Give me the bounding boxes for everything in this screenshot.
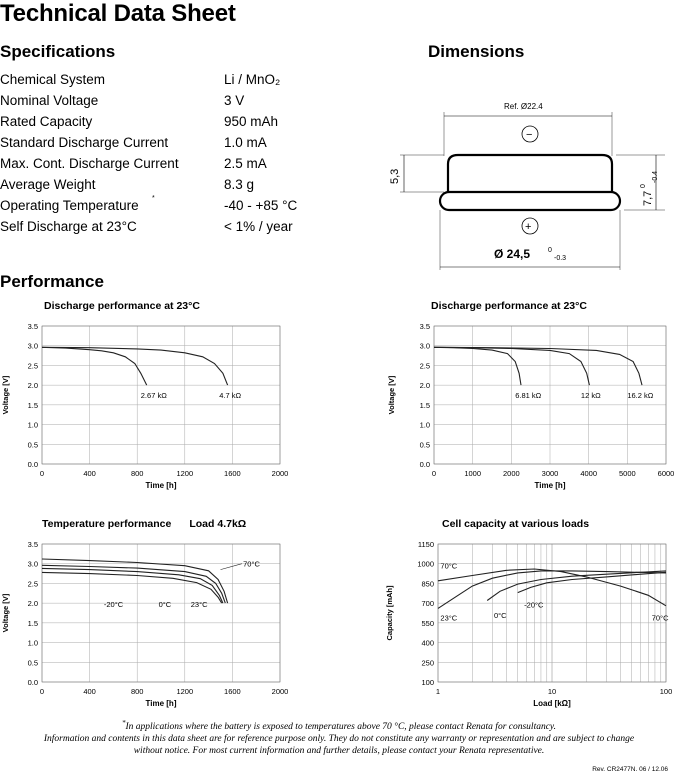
diameter-tol-upper: 0 — [548, 247, 552, 254]
spec-value: -40 - +85 °C — [224, 198, 298, 213]
ref-diameter-label: Ref. Ø22.4 — [504, 102, 543, 111]
x-tick-label: 1600 — [224, 687, 241, 696]
x-tick-label: 800 — [130, 469, 144, 478]
spec-row — [0, 219, 340, 240]
x-tick-label: 800 — [130, 687, 144, 696]
series-label: -20°C — [103, 599, 124, 609]
x-tick-label: 400 — [83, 687, 96, 696]
y-tick-label: 700 — [421, 599, 434, 609]
performance-heading: Performance — [0, 272, 104, 291]
y-tick-label: 2.5 — [27, 361, 38, 371]
height-total-tol-upper: 0 — [640, 184, 647, 188]
x-tick-label: 1200 — [176, 687, 194, 696]
y-tick-label: 2.0 — [27, 381, 38, 391]
y-tick-label: 0.5 — [419, 440, 430, 450]
y-tick-label: 3.5 — [27, 322, 38, 331]
spec-label: Operating Temperature — [0, 198, 139, 213]
diameter-label: Ø 24,5 — [494, 247, 531, 261]
chart3-title: Temperature performance Load 4.7kΩ — [42, 518, 247, 530]
height-top-label: 5,3 — [389, 168, 401, 184]
spec-label: Nominal Voltage — [0, 93, 99, 108]
spec-label: Self Discharge at 23°C — [0, 219, 137, 234]
x-tick-label: 400 — [83, 469, 96, 478]
spec-label: Standard Discharge Current — [0, 135, 169, 150]
y-tick-label: 1.5 — [27, 618, 38, 628]
minus-symbol: − — [526, 129, 533, 141]
y-tick-label: 0.5 — [27, 440, 38, 450]
series-label: 16.2 kΩ — [627, 391, 654, 400]
series-label: 23°C — [440, 613, 458, 623]
chart1-title: Discharge performance at 23°C — [44, 300, 200, 312]
y-tick-label: 0.5 — [27, 658, 38, 668]
spec-row — [0, 156, 340, 177]
series-label: 0°C — [158, 599, 172, 609]
y-tick-label: 0.0 — [27, 678, 38, 687]
diameter-tol-lower: -0.3 — [554, 255, 567, 262]
specifications-heading: Specifications — [0, 42, 116, 61]
chart-grid — [438, 544, 666, 682]
y-tick-label: 1.0 — [419, 420, 430, 430]
x-tick-label: 0 — [431, 469, 437, 478]
series-label: 6.81 kΩ — [515, 391, 542, 400]
series-label: 12 kΩ — [580, 391, 601, 400]
y-tick-label: 3.0 — [419, 341, 430, 351]
series-label: 0°C — [494, 610, 507, 620]
x-tick-label: 100 — [659, 687, 673, 696]
y-tick-label: 550 — [421, 618, 434, 628]
series-line — [434, 347, 589, 385]
spec-footnote-mark: * — [152, 195, 155, 202]
series-label: 2.67 kΩ — [140, 391, 167, 400]
discharge-chart-23c-a — [0, 312, 340, 500]
y-tick-label: 250 — [421, 658, 434, 668]
y-tick-label: 3.0 — [27, 559, 38, 569]
chart4-title: Cell capacity at various loads — [442, 518, 590, 530]
discharge-chart-23c-b — [380, 312, 678, 500]
series-line — [42, 347, 228, 385]
x-tick-label: 1600 — [224, 469, 241, 478]
x-tick-label: 1 — [435, 687, 441, 696]
capacity-loads-chart — [380, 532, 678, 720]
spec-row — [0, 93, 340, 114]
spec-row — [0, 177, 340, 198]
height-total-label: 7,7 — [642, 190, 654, 206]
x-tick-label: 4000 — [580, 469, 598, 478]
spec-label: Max. Cont. Discharge Current — [0, 156, 179, 171]
spec-value: 3 V — [224, 93, 245, 108]
series-line — [434, 347, 521, 385]
page-title: Technical Data Sheet — [0, 0, 236, 27]
x-axis-label: Time [h] — [534, 481, 566, 490]
y-axis-label: Voltage [V] — [1, 593, 10, 633]
plus-symbol: + — [525, 221, 532, 233]
y-tick-label: 1.0 — [27, 420, 38, 430]
y-tick-label: 3.5 — [27, 540, 38, 549]
spec-row — [0, 114, 340, 135]
y-tick-label: 1150 — [417, 540, 434, 549]
series-label: 4.7 kΩ — [219, 391, 242, 400]
x-tick-label: 3000 — [541, 469, 559, 478]
y-tick-label: 0.0 — [27, 460, 38, 469]
y-tick-label: 2.0 — [419, 381, 430, 391]
x-tick-label: 6000 — [657, 469, 675, 478]
series-label: 23°C — [190, 599, 208, 609]
spec-value: 1.0 mA — [224, 135, 267, 150]
series-label: 70°C — [243, 559, 260, 569]
dimensions-heading: Dimensions — [428, 42, 525, 61]
y-axis-label: Voltage [V] — [1, 375, 10, 415]
spec-value: 2.5 mA — [224, 156, 267, 171]
y-tick-label: 3.5 — [419, 322, 430, 331]
x-tick-label: 10 — [547, 687, 557, 696]
spec-label: Rated Capacity — [0, 114, 93, 129]
y-tick-label: 3.0 — [27, 341, 38, 351]
series-label: 70°C — [651, 613, 669, 623]
series-label: -20°C — [524, 600, 544, 610]
x-tick-label: 2000 — [502, 469, 520, 478]
height-total-tol-lower: -0.4 — [652, 170, 659, 183]
x-tick-label: 2000 — [271, 469, 289, 478]
x-tick-label: 0 — [39, 687, 45, 696]
spec-value: 8.3 g — [224, 177, 255, 192]
x-tick-label: 5000 — [618, 469, 636, 478]
y-tick-label: 2.5 — [419, 361, 430, 371]
spec-value: 950 mAh — [224, 114, 279, 129]
x-tick-label: 0 — [39, 469, 45, 478]
y-tick-label: 1.5 — [27, 400, 38, 410]
dimensions-drawing — [380, 92, 678, 272]
y-tick-label: 100 — [421, 678, 434, 687]
y-tick-label: 0.0 — [419, 460, 430, 469]
chart2-title: Discharge performance at 23°C — [431, 300, 587, 312]
x-axis-label: Time [h] — [145, 699, 177, 708]
series-label: 70°C — [440, 561, 458, 571]
x-axis-label: Load [kΩ] — [533, 699, 571, 708]
y-tick-label: 1000 — [417, 559, 434, 569]
y-tick-label: 2.5 — [27, 579, 38, 589]
spec-row — [0, 135, 340, 156]
y-tick-label: 1.0 — [27, 638, 38, 648]
cell-top-body — [448, 155, 612, 192]
spec-row — [0, 195, 340, 219]
spec-value: < 1% / year — [224, 219, 293, 234]
x-tick-label: 1200 — [176, 469, 194, 478]
y-axis-label: Capacity [mAh] — [385, 585, 394, 641]
x-tick-label: 2000 — [271, 687, 289, 696]
spec-value: Li / MnO₂ — [224, 72, 281, 87]
spec-label: Chemical System — [0, 72, 106, 87]
series-line — [434, 347, 642, 385]
y-tick-label: 400 — [421, 638, 434, 648]
spec-label: Average Weight — [0, 177, 96, 192]
footer-note: *In applications where the battery is exposed to temperatures above 70 °C, please contact Renata for consultancy. Information and contents in this data sheet are for reference purpose only. They do not constitute any warranty or representation and are subject to change without notice. For most current information and further details, please contact your Renata representative. — [43, 719, 635, 757]
series-line — [42, 572, 222, 603]
x-tick-label: 1000 — [464, 469, 482, 478]
y-axis-label: Voltage [V] — [387, 375, 396, 415]
temperature-performance-chart — [0, 532, 340, 720]
spec-row — [0, 72, 340, 93]
series-line — [42, 347, 147, 385]
y-tick-label: 850 — [421, 579, 434, 589]
y-tick-label: 1.5 — [419, 400, 430, 410]
revision-label: Rev. CR2477N. 06 / 12.06 — [592, 766, 668, 773]
x-axis-label: Time [h] — [145, 481, 177, 490]
y-tick-label: 2.0 — [27, 599, 38, 609]
leader-line — [221, 564, 242, 570]
cell-base — [440, 192, 620, 210]
